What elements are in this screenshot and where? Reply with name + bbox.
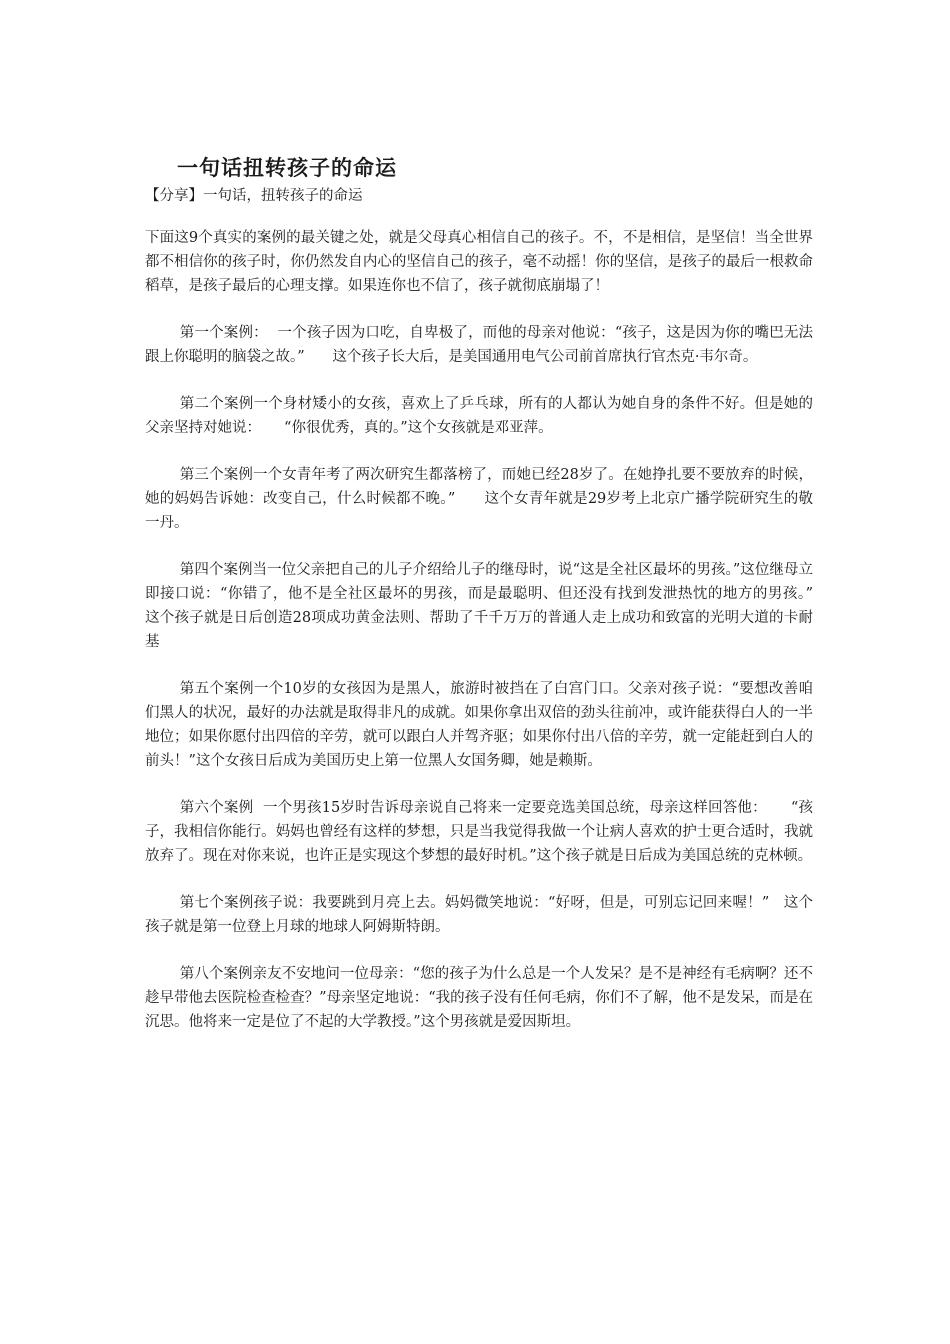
case-paragraph-8: 第八个案例亲友不安地问一位母亲：“您的孩子为什么总是一个人发呆？是不是神经有毛病啊？还不趁早带他去医院检查检查？”母亲坚定地说：“我的孩子没有任何毛病，你们不了解，他不是发呆，而是在沉思。他将来一定是位了不起的大学教授。”这个男孩就是爱因斯坦。: [145, 966, 813, 1030]
case-paragraph-1: 第一个案例： 一个孩子因为口吃，自卑极了，而他的母亲对他说：“孩子，这是因为你的嘴巴无法跟上你聪明的脑袋之故。” 这个孩子长大后，是美国通用电气公司前首席执行官杰克·韦尔奇。: [145, 325, 813, 365]
intro-paragraph: 下面这9个真实的案例的最关键之处，就是父母真心相信自己的孩子。不，不是相信，是坚信！当全世界都不相信你的孩子时，你仍然发自内心的坚信自己的孩子，毫不动摇！你的坚信，是孩子的最后一根救命稻草，是孩子最后的心理支撑。如果连你也不信了，孩子就彻底崩塌了！: [145, 230, 813, 294]
document-title: 一句话扭转孩子的命运: [177, 155, 397, 180]
case-paragraph-4: 第四个案例当一位父亲把自己的儿子介绍给儿子的继母时，说“这是全社区最坏的男孩。”这位继母立即接口说：“你错了，他不是全社区最坏的男孩，而是最聪明、但还没有找到发泄热忱的地方的男孩。” 这个孩子就是日后创造28项成功黄金法则、帮助了千千万万的普通人走上成功和致富的光明大道的卡耐基: [145, 562, 841, 650]
case-paragraph-3: 第三个案例一个女青年考了两次研究生都落榜了，而她已经28岁了。在她挣扎要不要放弃的时候，她的妈妈告诉她：改变自己，什么时候都不晚。” 这个女青年就是29岁考上北京广播学院研究生的敬一丹。: [145, 467, 813, 531]
document-subtitle: 【分享】一句话，扭转孩子的命运: [145, 188, 363, 204]
document-page: [145, 152, 841, 1034]
case-paragraph-6: 第六个案例 一个男孩15岁时告诉母亲说自己将来一定要竞选美国总统，母亲这样回答他： “孩子，我相信你能行。妈妈也曾经有这样的梦想，只是当我觉得我做一个让病人喜欢的护士更合适时，我就放弃了。现在对你来说，也许正是实现这个梦想的最好时机。”这个孩子就是日后成为美国总统的克林顿。: [145, 800, 813, 864]
case-paragraph-5: 第五个案例一个10岁的女孩因为是黑人，旅游时被挡在了白宫门口。父亲对孩子说：“要想改善咱们黑人的状况，最好的办法就是取得非凡的成就。如果你拿出双倍的劲头往前冲，或许能获得白人的一半地位；如果你愿付出四倍的辛劳，就可以跟白人并驾齐驱；如果你付出八倍的辛劳，就一定能赶到白人的前头！”这个女孩日后成为美国历史上第一位黑人女国务卿，她是赖斯。: [145, 681, 813, 769]
case-paragraph-7: 第七个案例孩子说：我要跳到月亮上去。妈妈微笑地说：“好呀，但是，可别忘记回来喔！” 这个孩子就是第一位登上月球的地球人阿姆斯特朗。: [145, 895, 813, 935]
case-paragraph-2: 第二个案例一个身材矮小的女孩，喜欢上了乒乓球，所有的人都认为她自身的条件不好。但是她的父亲坚持对她说： “你很优秀，真的。”这个女孩就是邓亚萍。: [145, 396, 813, 436]
